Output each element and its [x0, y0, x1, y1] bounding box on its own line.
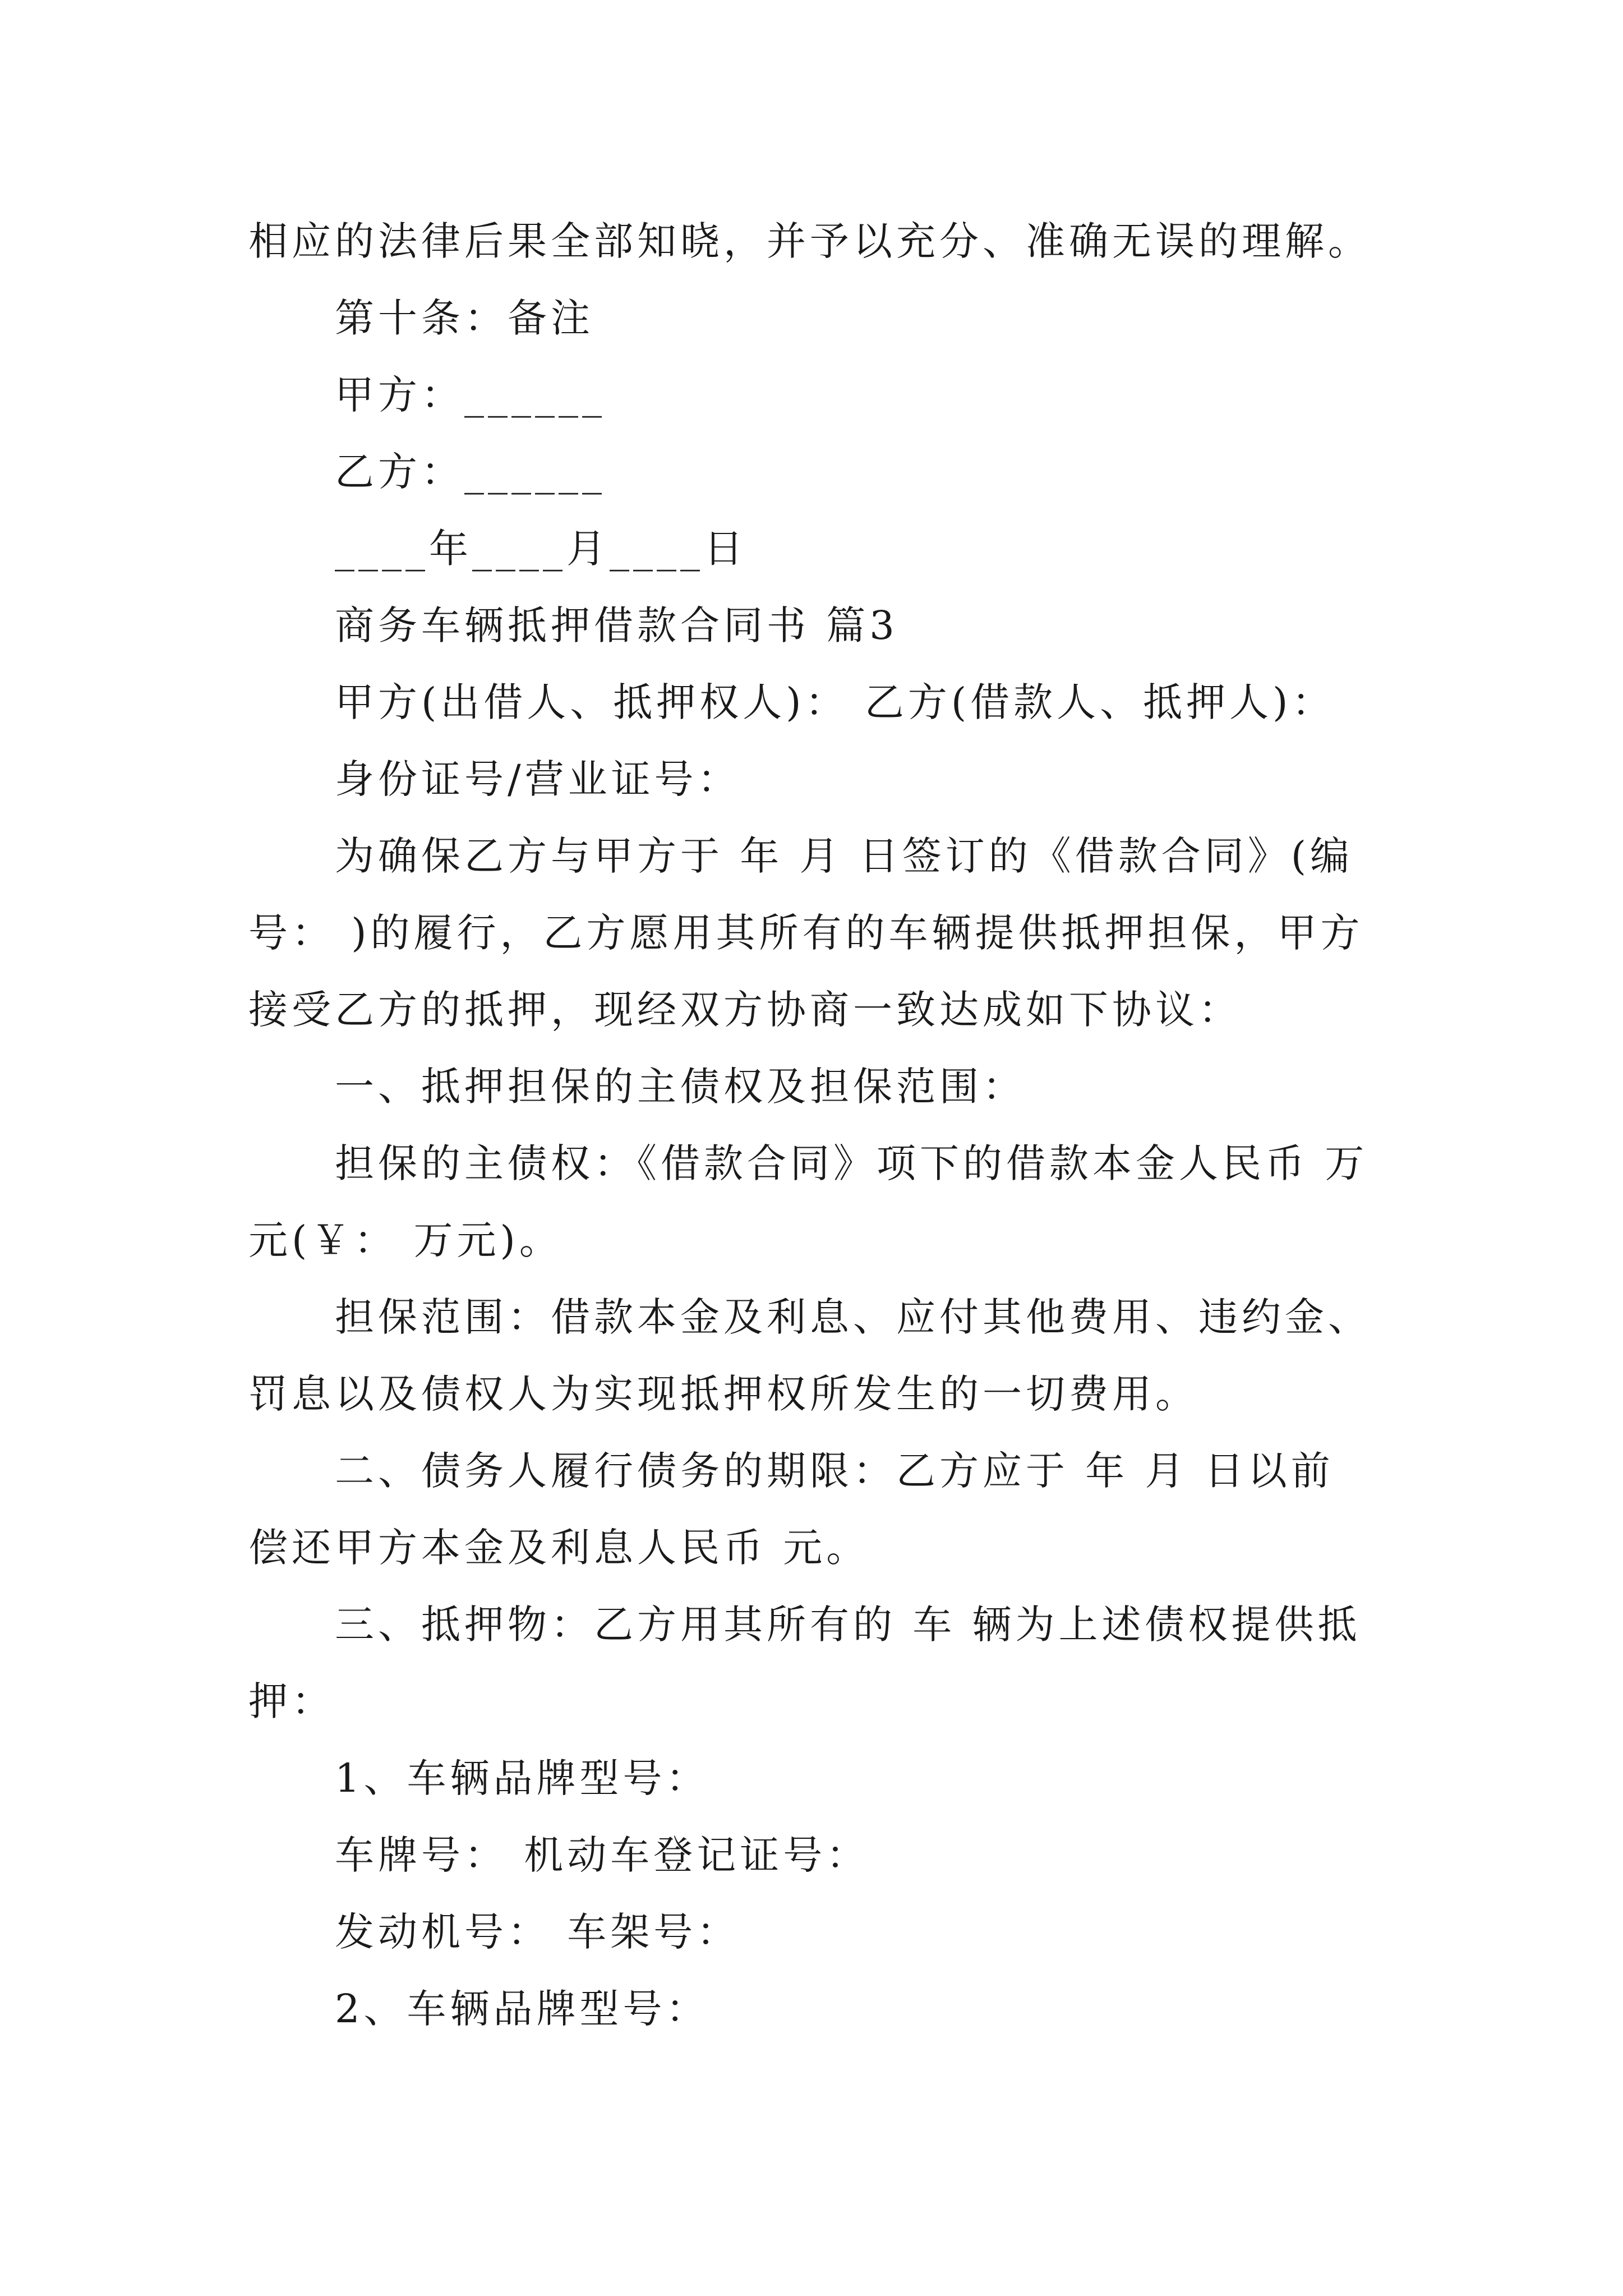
clause-heading: 一、抵押担保的主债权及担保范围： [335, 1064, 1026, 1110]
party-b-signature-line: 乙方：______ [335, 449, 606, 495]
list-item: 车牌号： 机动车登记证号： [335, 1832, 870, 1878]
list-item: 2、车辆品牌型号： [335, 1986, 709, 2032]
clause-heading: 三、抵押物：乙方用其所有的 车 辆为上述债权提供抵 [335, 1602, 1361, 1648]
text-line: 担保范围：借款本金及利息、应付其他费用、违约金、 [335, 1294, 1371, 1340]
list-item: 1、车辆品牌型号： [335, 1755, 709, 1801]
text-line: 接受乙方的抵押，现经双方协商一致达成如下协议： [248, 987, 1242, 1033]
party-a-signature-line: 甲方：______ [335, 372, 606, 418]
id-number-line: 身份证号/营业证号： [335, 756, 741, 802]
list-item: 发动机号： 车架号： [335, 1909, 740, 1955]
article-ten-heading: 第十条：备注 [335, 295, 594, 341]
text-line: 相应的法律后果全部知晓，并予以充分、准确无误的理解。 [248, 218, 1371, 264]
clause-heading: 二、债务人履行债务的期限：乙方应于 年 月 日以前 [335, 1448, 1334, 1494]
parties-line: 甲方(出借人、抵押权人)： 乙方(借款人、抵押人)： [335, 679, 1335, 725]
section-title: 商务车辆抵押借款合同书 篇3 [335, 602, 898, 648]
text-line: 为确保乙方与甲方于 年 月 日签订的《借款合同》(编 [335, 833, 1354, 879]
date-line: ____年____月____日 [335, 526, 747, 572]
text-line: 号： )的履行，乙方愿用其所有的车辆提供抵押担保，甲方 [248, 910, 1364, 956]
text-line: 偿还甲方本金及利息人民币 元。 [248, 1525, 870, 1571]
text-line: 元(￥： 万元)。 [248, 1217, 562, 1263]
text-line: 押： [248, 1678, 335, 1724]
text-line: 罚息以及债权人为实现抵押权所发生的一切费用。 [248, 1371, 1198, 1417]
text-line: 担保的主债权：《借款合同》项下的借款本金人民币 万 [335, 1140, 1368, 1186]
